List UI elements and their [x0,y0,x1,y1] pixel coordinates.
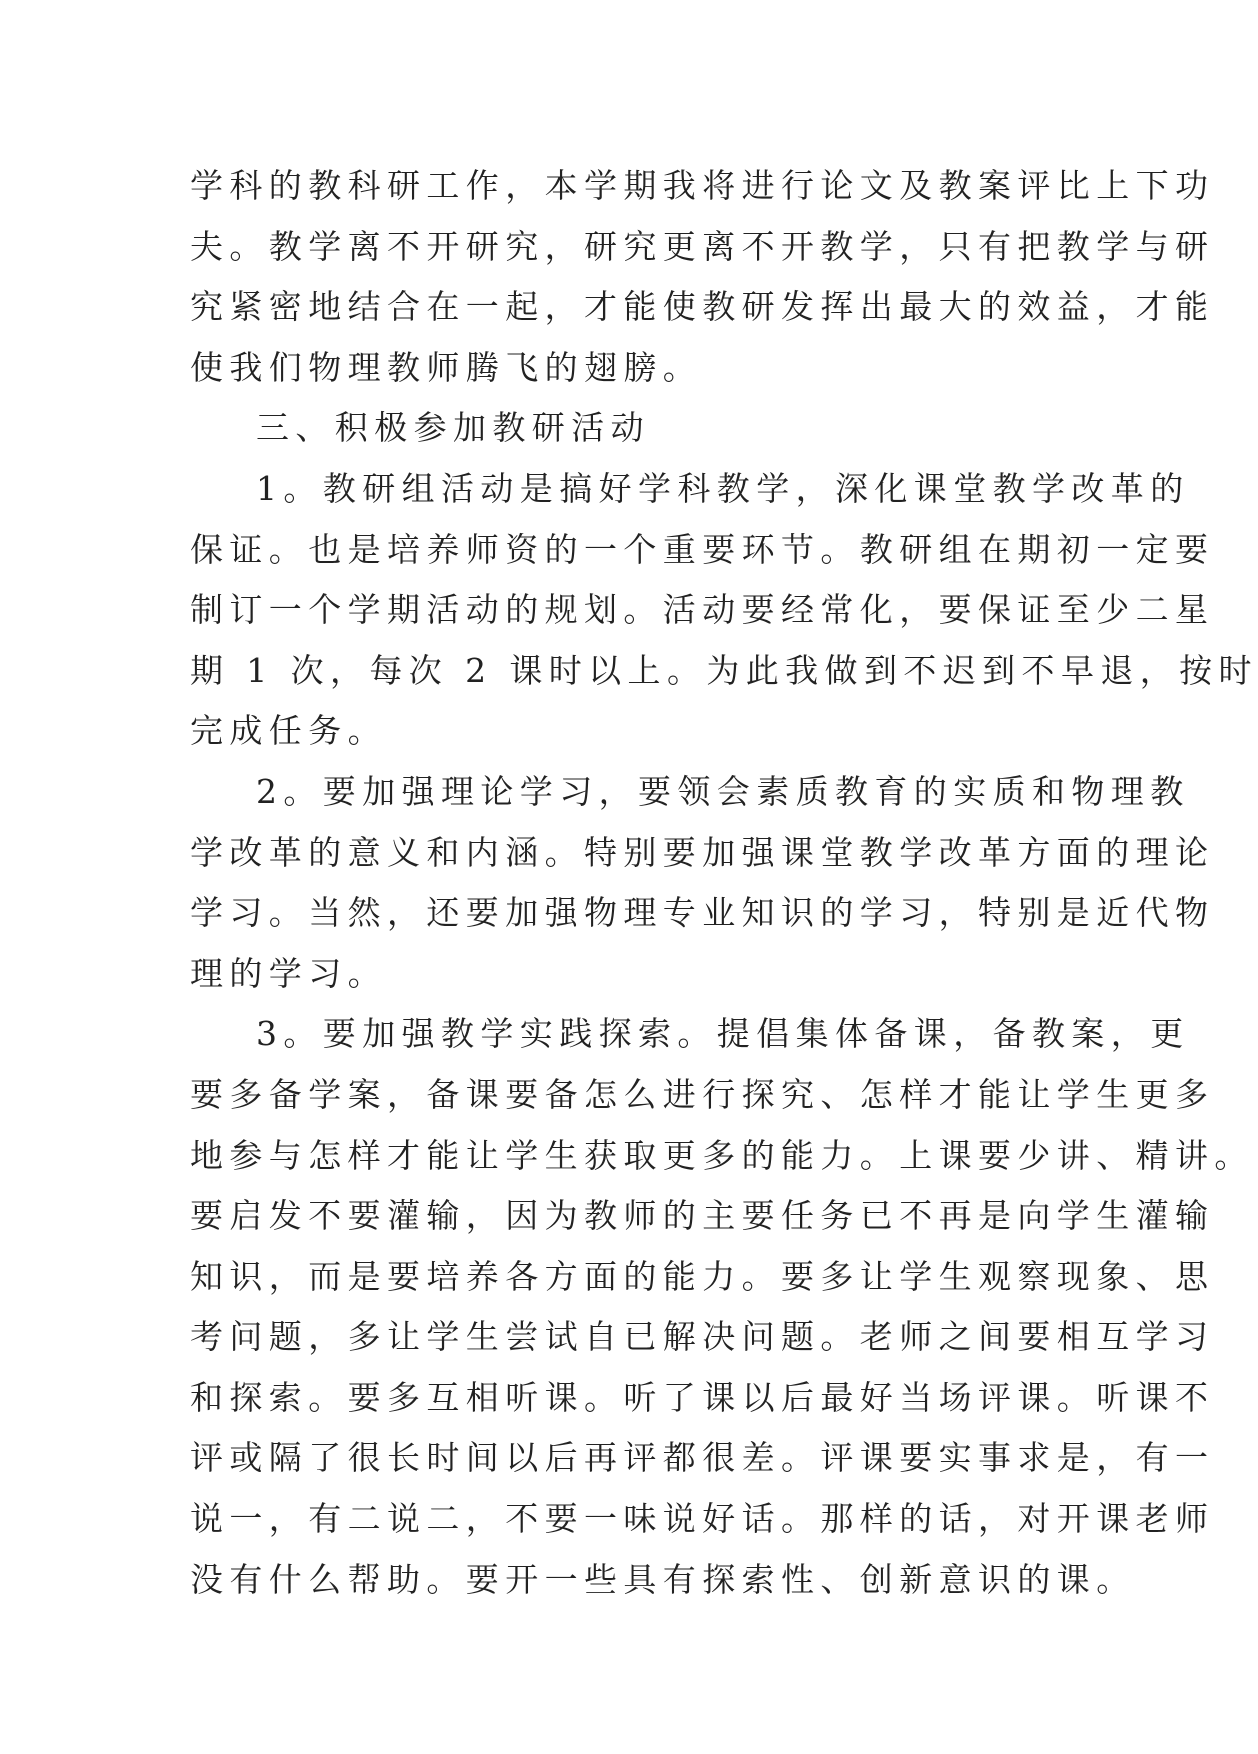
text-line: 期 1 次，每次 2 课时以上。为此我做到不迟到不早退，按时 [190,650,1258,690]
paragraph-start-line: 3。要加强教学实践探索。提倡集体备课，备教案，更 [256,1014,1190,1054]
text-line: 学改革的意义和内涵。特别要加强课堂教学改革方面的理论 [190,832,1215,872]
paragraph-start-line: 2。要加强理论学习，要领会素质教育的实质和物理教 [256,771,1190,811]
document-body [190,156,1258,1610]
text-line: 考问题，多让学生尝试自已解决问题。老师之间要相互学习 [190,1317,1215,1357]
text-line: 学科的教科研工作，本学期我将进行论文及教案评比上下功 [190,166,1215,205]
text-line: 夫。教学离不开研究，研究更离不开教学，只有把教学与研 [190,226,1215,266]
text-line: 保证。也是培养师资的一个重要环节。教研组在期初一定要 [190,529,1215,569]
paragraph-start-line: 1。教研组活动是搞好学科教学，深化课堂教学改革的 [256,468,1190,508]
section-heading: 三、积极参加教研活动 [256,408,650,448]
text-line: 完成任务。 [190,711,387,751]
text-line: 知识，而是要培养各方面的能力。要多让学生观察现象、思 [190,1256,1215,1296]
text-line: 使我们物理教师腾飞的翅膀。 [190,347,703,387]
text-line: 要多备学案，备课要备怎么进行探究、怎样才能让学生更多 [190,1074,1215,1114]
text-line: 制订一个学期活动的规划。活动要经常化，要保证至少二星 [190,590,1215,630]
text-line: 究紧密地结合在一起，才能使教研发挥出最大的效益，才能 [190,287,1215,327]
text-line: 理的学习。 [190,953,387,993]
text-line: 地参与怎样才能让学生获取更多的能力。上课要少讲、精讲。 [190,1135,1254,1175]
text-line: 评或隔了很长时间以后再评都很差。评课要实事求是，有一 [190,1438,1215,1478]
text-line: 和探索。要多互相听课。听了课以后最好当场评课。听课不 [190,1377,1215,1417]
text-line: 说一，有二说二，不要一味说好话。那样的话，对开课老师 [190,1499,1215,1539]
text-line: 没有什么帮助。要开一些具有探索性、创新意识的课。 [190,1559,1136,1599]
text-line: 要启发不要灌输，因为教师的主要任务已不再是向学生灌输 [190,1196,1215,1236]
text-line: 学习。当然，还要加强物理专业知识的学习，特别是近代物 [190,893,1215,933]
